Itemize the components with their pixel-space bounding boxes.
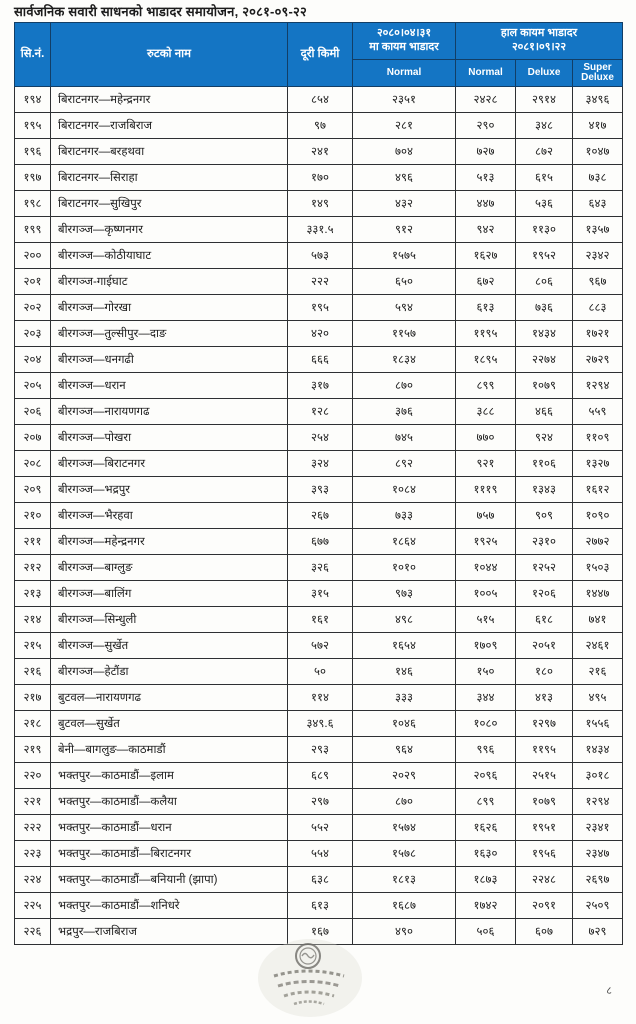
- col-header-old-fare: [353, 23, 456, 60]
- table-row: [15, 321, 623, 347]
- row-serial: १९८: [15, 191, 51, 217]
- row-super-deluxe-fare: १७२१: [573, 321, 623, 347]
- row-route-name: बीरगञ्ज—पोखरा: [51, 425, 288, 451]
- row-route-name: बीरगञ्ज-गाईघाट: [51, 269, 288, 295]
- row-route-name: बीरगञ्ज—कोठीयाघाट: [51, 243, 288, 269]
- row-serial: २१७: [15, 685, 51, 711]
- row-super-deluxe-fare: ४९५: [573, 685, 623, 711]
- row-deluxe-fare: २९१४: [516, 87, 573, 113]
- row-route-name: भक्तपुर—काठमाडौं—बिराटनगर: [51, 841, 288, 867]
- row-distance-km: ३१७: [288, 373, 353, 399]
- row-serial: २१३: [15, 581, 51, 607]
- row-deluxe-fare: २२४८: [516, 867, 573, 893]
- row-old-normal-fare: १५७८: [353, 841, 456, 867]
- row-old-normal-fare: ९७३: [353, 581, 456, 607]
- row-deluxe-fare: ७३६: [516, 295, 573, 321]
- row-old-normal-fare: ७४५: [353, 425, 456, 451]
- row-super-deluxe-fare: ७४१: [573, 607, 623, 633]
- row-distance-km: २४१: [288, 139, 353, 165]
- row-serial: २०४: [15, 347, 51, 373]
- row-distance-km: ३३१.५: [288, 217, 353, 243]
- row-old-normal-fare: ९६४: [353, 737, 456, 763]
- row-deluxe-fare: १८०: [516, 659, 573, 685]
- row-distance-km: ५७२: [288, 633, 353, 659]
- table-row: [15, 269, 623, 295]
- fare-table: [14, 22, 623, 945]
- row-new-normal-fare: ६७२: [456, 269, 516, 295]
- row-old-normal-fare: १८१३: [353, 867, 456, 893]
- row-new-normal-fare: ७५७: [456, 503, 516, 529]
- row-route-name: बिराटनगर—सिराहा: [51, 165, 288, 191]
- row-distance-km: ९७: [288, 113, 353, 139]
- row-new-normal-fare: ११९५: [456, 321, 516, 347]
- row-distance-km: १२८: [288, 399, 353, 425]
- row-deluxe-fare: १९५१: [516, 815, 573, 841]
- row-new-normal-fare: १०४४: [456, 555, 516, 581]
- row-super-deluxe-fare: १६१२: [573, 477, 623, 503]
- row-new-normal-fare: १६२६: [456, 815, 516, 841]
- row-super-deluxe-fare: १०९०: [573, 503, 623, 529]
- current-fare-date: २०८१।०९।२२: [511, 41, 567, 53]
- table-row: [15, 737, 623, 763]
- row-distance-km: ८५४: [288, 87, 353, 113]
- table-row: [15, 399, 623, 425]
- row-super-deluxe-fare: ११०९: [573, 425, 623, 451]
- row-deluxe-fare: १०७९: [516, 789, 573, 815]
- row-deluxe-fare: १४३४: [516, 321, 573, 347]
- row-super-deluxe-fare: १५०३: [573, 555, 623, 581]
- row-distance-km: ३४९.६: [288, 711, 353, 737]
- row-deluxe-fare: ११३०: [516, 217, 573, 243]
- row-route-name: बीरगञ्ज—तुल्सीपुर—दाङ: [51, 321, 288, 347]
- row-super-deluxe-fare: १४३४: [573, 737, 623, 763]
- table-row: [15, 503, 623, 529]
- col-header-serial: सि.नं.: [15, 23, 51, 87]
- row-distance-km: १६७: [288, 919, 353, 945]
- row-old-normal-fare: १६५४: [353, 633, 456, 659]
- table-row: [15, 113, 623, 139]
- row-super-deluxe-fare: २१६: [573, 659, 623, 685]
- row-serial: २२२: [15, 815, 51, 841]
- row-route-name: बीरगञ्ज—महेन्द्रनगर: [51, 529, 288, 555]
- table-row: [15, 295, 623, 321]
- row-route-name: बीरगञ्ज—धनगढी: [51, 347, 288, 373]
- row-old-normal-fare: १०४६: [353, 711, 456, 737]
- row-super-deluxe-fare: १२९४: [573, 373, 623, 399]
- row-super-deluxe-fare: २७७२: [573, 529, 623, 555]
- col-header-route: रुटको नाम: [51, 23, 288, 87]
- row-serial: २२०: [15, 763, 51, 789]
- row-old-normal-fare: ८७०: [353, 789, 456, 815]
- row-old-normal-fare: २८१: [353, 113, 456, 139]
- row-distance-km: १४९: [288, 191, 353, 217]
- row-super-deluxe-fare: १०४७: [573, 139, 623, 165]
- table-row: [15, 763, 623, 789]
- row-deluxe-fare: १२९७: [516, 711, 573, 737]
- row-new-normal-fare: १००५: [456, 581, 516, 607]
- row-distance-km: २५४: [288, 425, 353, 451]
- row-serial: १९४: [15, 87, 51, 113]
- row-new-normal-fare: १७४२: [456, 893, 516, 919]
- row-super-deluxe-fare: ५५९: [573, 399, 623, 425]
- row-distance-km: ३२६: [288, 555, 353, 581]
- row-serial: २१९: [15, 737, 51, 763]
- row-old-normal-fare: २३५१: [353, 87, 456, 113]
- old-fare-date: २०८०।०४।३१: [376, 27, 432, 40]
- row-super-deluxe-fare: २३४१: [573, 815, 623, 841]
- row-route-name: बीरगञ्ज—बालिंग: [51, 581, 288, 607]
- row-super-deluxe-fare: ७२९: [573, 919, 623, 945]
- table-row: [15, 451, 623, 477]
- row-serial: १९७: [15, 165, 51, 191]
- row-deluxe-fare: ११९५: [516, 737, 573, 763]
- row-old-normal-fare: ४३२: [353, 191, 456, 217]
- col-header-current-fare: [456, 23, 623, 60]
- row-distance-km: ६३८: [288, 867, 353, 893]
- row-new-normal-fare: १७०९: [456, 633, 516, 659]
- row-deluxe-fare: ९२४: [516, 425, 573, 451]
- row-new-normal-fare: १८९५: [456, 347, 516, 373]
- row-route-name: बीरगञ्ज—भैरहवा: [51, 503, 288, 529]
- row-route-name: बुटवल—नारायणगढ: [51, 685, 288, 711]
- row-super-deluxe-fare: ३४९६: [573, 87, 623, 113]
- row-old-normal-fare: ५९४: [353, 295, 456, 321]
- row-distance-km: ६७७: [288, 529, 353, 555]
- row-super-deluxe-fare: ८८३: [573, 295, 623, 321]
- row-super-deluxe-fare: १५५६: [573, 711, 623, 737]
- row-super-deluxe-fare: २३४७: [573, 841, 623, 867]
- subheader-new-normal: Normal: [456, 60, 516, 87]
- row-route-name: बीरगञ्ज—भद्रपुर: [51, 477, 288, 503]
- row-new-normal-fare: ८९९: [456, 373, 516, 399]
- row-deluxe-fare: २०९१: [516, 893, 573, 919]
- table-row: [15, 243, 623, 269]
- row-old-normal-fare: ७३३: [353, 503, 456, 529]
- row-deluxe-fare: ४६६: [516, 399, 573, 425]
- row-serial: २०९: [15, 477, 51, 503]
- row-deluxe-fare: १०७९: [516, 373, 573, 399]
- row-route-name: बीरगञ्ज—हेटौंडा: [51, 659, 288, 685]
- row-serial: २१०: [15, 503, 51, 529]
- row-super-deluxe-fare: २७२९: [573, 347, 623, 373]
- row-serial: २०६: [15, 399, 51, 425]
- row-distance-km: २२२: [288, 269, 353, 295]
- row-serial: १९६: [15, 139, 51, 165]
- row-deluxe-fare: १२०६: [516, 581, 573, 607]
- row-super-deluxe-fare: ७३८: [573, 165, 623, 191]
- table-row: [15, 477, 623, 503]
- row-new-normal-fare: ५१५: [456, 607, 516, 633]
- row-old-normal-fare: १८३४: [353, 347, 456, 373]
- table-row: [15, 867, 623, 893]
- row-new-normal-fare: ९२१: [456, 451, 516, 477]
- row-route-name: भद्रपुर—राजबिराज: [51, 919, 288, 945]
- row-super-deluxe-fare: २६९७: [573, 867, 623, 893]
- row-route-name: भक्तपुर—काठमाडौं—धरान: [51, 815, 288, 841]
- table-row: [15, 373, 623, 399]
- row-distance-km: ४२०: [288, 321, 353, 347]
- row-serial: २०१: [15, 269, 51, 295]
- row-old-normal-fare: ४९६: [353, 165, 456, 191]
- table-row: [15, 191, 623, 217]
- row-serial: २१२: [15, 555, 51, 581]
- row-old-normal-fare: ११५७: [353, 321, 456, 347]
- row-new-normal-fare: ४४७: [456, 191, 516, 217]
- row-distance-km: ६८९: [288, 763, 353, 789]
- row-distance-km: २९३: [288, 737, 353, 763]
- row-serial: २१५: [15, 633, 51, 659]
- row-new-normal-fare: ७७०: [456, 425, 516, 451]
- row-route-name: बीरगञ्ज—गोरखा: [51, 295, 288, 321]
- table-row: [15, 685, 623, 711]
- row-distance-km: ६१३: [288, 893, 353, 919]
- row-old-normal-fare: २०२९: [353, 763, 456, 789]
- row-super-deluxe-fare: ३०१८: [573, 763, 623, 789]
- row-route-name: बेनी—बागलुङ—काठमाडौं: [51, 737, 288, 763]
- row-route-name: बीरगञ्ज—सिन्धुली: [51, 607, 288, 633]
- table-row: [15, 893, 623, 919]
- row-route-name: भक्तपुर—काठमाडौं—बनियानी (झापा): [51, 867, 288, 893]
- table-row: [15, 347, 623, 373]
- row-route-name: बिराटनगर—राजबिराज: [51, 113, 288, 139]
- row-new-normal-fare: ९४२: [456, 217, 516, 243]
- row-serial: २२४: [15, 867, 51, 893]
- row-distance-km: १९५: [288, 295, 353, 321]
- table-row: [15, 87, 623, 113]
- row-deluxe-fare: ५३६: [516, 191, 573, 217]
- row-deluxe-fare: ३४८: [516, 113, 573, 139]
- row-distance-km: २९७: [288, 789, 353, 815]
- fare-table-body: [15, 87, 623, 945]
- row-deluxe-fare: २५१५: [516, 763, 573, 789]
- table-row: [15, 581, 623, 607]
- table-row: [15, 217, 623, 243]
- table-row: [15, 633, 623, 659]
- row-old-normal-fare: १५७४: [353, 815, 456, 841]
- row-deluxe-fare: ६०७: [516, 919, 573, 945]
- row-super-deluxe-fare: १४४७: [573, 581, 623, 607]
- row-distance-km: २६७: [288, 503, 353, 529]
- current-fare-caption: हाल कायम भाडादर: [500, 27, 578, 40]
- row-serial: २२६: [15, 919, 51, 945]
- row-old-normal-fare: १०८४: [353, 477, 456, 503]
- row-deluxe-fare: २२७४: [516, 347, 573, 373]
- row-distance-km: ११४: [288, 685, 353, 711]
- row-serial: २२५: [15, 893, 51, 919]
- row-old-normal-fare: ३३३: [353, 685, 456, 711]
- row-distance-km: ६६६: [288, 347, 353, 373]
- row-super-deluxe-fare: १३५७: [573, 217, 623, 243]
- col-header-distance: दूरी किमी: [288, 23, 353, 87]
- table-row: [15, 139, 623, 165]
- page-title: सार्वजनिक सवारी साधनको भाडादर समायोजन, २०८१-०९-२२: [14, 4, 307, 19]
- row-deluxe-fare: ९०९: [516, 503, 573, 529]
- row-super-deluxe-fare: २४६१: [573, 633, 623, 659]
- table-row: [15, 529, 623, 555]
- row-serial: २०३: [15, 321, 51, 347]
- row-new-normal-fare: ५०६: [456, 919, 516, 945]
- row-deluxe-fare: २३१०: [516, 529, 573, 555]
- row-old-normal-fare: ९१२: [353, 217, 456, 243]
- row-deluxe-fare: ४१३: [516, 685, 573, 711]
- table-row: [15, 425, 623, 451]
- table-row: [15, 815, 623, 841]
- table-row: [15, 607, 623, 633]
- row-new-normal-fare: १९२५: [456, 529, 516, 555]
- table-row: [15, 555, 623, 581]
- row-new-normal-fare: २४२८: [456, 87, 516, 113]
- row-route-name: भक्तपुर—काठमाडौं—शनिधरे: [51, 893, 288, 919]
- row-route-name: बिराटनगर—महेन्द्रनगर: [51, 87, 288, 113]
- row-super-deluxe-fare: १२९४: [573, 789, 623, 815]
- row-distance-km: ५५४: [288, 841, 353, 867]
- row-new-normal-fare: ८९९: [456, 789, 516, 815]
- row-super-deluxe-fare: २३४२: [573, 243, 623, 269]
- row-deluxe-fare: ११०६: [516, 451, 573, 477]
- row-route-name: भक्तपुर—काठमाडौं—इलाम: [51, 763, 288, 789]
- row-old-normal-fare: ४९०: [353, 919, 456, 945]
- row-old-normal-fare: १८६४: [353, 529, 456, 555]
- row-serial: २०८: [15, 451, 51, 477]
- row-deluxe-fare: १२५२: [516, 555, 573, 581]
- row-route-name: बीरगञ्ज—कृष्णनगर: [51, 217, 288, 243]
- row-new-normal-fare: १८७३: [456, 867, 516, 893]
- row-route-name: भक्तपुर—काठमाडौं—कलैया: [51, 789, 288, 815]
- subheader-super-deluxe: Super Deluxe: [573, 60, 623, 87]
- row-old-normal-fare: ३७६: [353, 399, 456, 425]
- table-row: [15, 165, 623, 191]
- row-old-normal-fare: ८९२: [353, 451, 456, 477]
- row-new-normal-fare: ५१३: [456, 165, 516, 191]
- row-old-normal-fare: ७०४: [353, 139, 456, 165]
- row-serial: २२३: [15, 841, 51, 867]
- table-row: [15, 659, 623, 685]
- row-route-name: बीरगञ्ज—बिराटनगर: [51, 451, 288, 477]
- row-serial: २२१: [15, 789, 51, 815]
- row-deluxe-fare: ६१८: [516, 607, 573, 633]
- row-serial: २१८: [15, 711, 51, 737]
- row-distance-km: ५०: [288, 659, 353, 685]
- row-serial: २१४: [15, 607, 51, 633]
- row-deluxe-fare: ६१५: [516, 165, 573, 191]
- row-route-name: बीरगञ्ज—धरान: [51, 373, 288, 399]
- row-distance-km: ३१५: [288, 581, 353, 607]
- row-new-normal-fare: १११९: [456, 477, 516, 503]
- page-number: ८: [606, 985, 612, 997]
- table-row: [15, 789, 623, 815]
- row-distance-km: ३९३: [288, 477, 353, 503]
- row-new-normal-fare: ३८८: [456, 399, 516, 425]
- row-new-normal-fare: ७२७: [456, 139, 516, 165]
- row-deluxe-fare: ८०६: [516, 269, 573, 295]
- row-super-deluxe-fare: ६४३: [573, 191, 623, 217]
- row-new-normal-fare: २०९६: [456, 763, 516, 789]
- row-super-deluxe-fare: १३२७: [573, 451, 623, 477]
- row-super-deluxe-fare: ९६७: [573, 269, 623, 295]
- subheader-deluxe: Deluxe: [516, 60, 573, 87]
- row-deluxe-fare: ८७२: [516, 139, 573, 165]
- row-distance-km: ५५२: [288, 815, 353, 841]
- row-super-deluxe-fare: ४१७: [573, 113, 623, 139]
- row-route-name: बीरगञ्ज—बाग्लुङ: [51, 555, 288, 581]
- row-route-name: बुटवल—सुर्खेत: [51, 711, 288, 737]
- row-deluxe-fare: १३४३: [516, 477, 573, 503]
- official-seal-stamp: [256, 938, 366, 1020]
- row-distance-km: १७०: [288, 165, 353, 191]
- table-row: [15, 841, 623, 867]
- row-distance-km: ३२४: [288, 451, 353, 477]
- row-super-deluxe-fare: २५०९: [573, 893, 623, 919]
- row-route-name: बीरगञ्ज—सुर्खेत: [51, 633, 288, 659]
- row-old-normal-fare: १५७५: [353, 243, 456, 269]
- row-new-normal-fare: २९०: [456, 113, 516, 139]
- fare-table-header: [15, 23, 623, 87]
- row-new-normal-fare: ६१३: [456, 295, 516, 321]
- row-deluxe-fare: १९५२: [516, 243, 573, 269]
- row-new-normal-fare: ३४४: [456, 685, 516, 711]
- row-deluxe-fare: २०५१: [516, 633, 573, 659]
- row-serial: २०७: [15, 425, 51, 451]
- row-serial: २००: [15, 243, 51, 269]
- subheader-old-normal: Normal: [353, 60, 456, 87]
- row-serial: १९९: [15, 217, 51, 243]
- row-old-normal-fare: १६८७: [353, 893, 456, 919]
- row-serial: २०५: [15, 373, 51, 399]
- row-deluxe-fare: १९५६: [516, 841, 573, 867]
- row-serial: १९५: [15, 113, 51, 139]
- row-old-normal-fare: ८७०: [353, 373, 456, 399]
- row-new-normal-fare: ९९६: [456, 737, 516, 763]
- row-distance-km: १६१: [288, 607, 353, 633]
- row-serial: २११: [15, 529, 51, 555]
- old-fare-caption: मा कायम भाडादर: [369, 41, 439, 53]
- row-route-name: बिराटनगर—बरहथवा: [51, 139, 288, 165]
- row-old-normal-fare: १४६: [353, 659, 456, 685]
- row-new-normal-fare: १६२७: [456, 243, 516, 269]
- row-route-name: बीरगञ्ज—नारायणगढ: [51, 399, 288, 425]
- row-old-normal-fare: ४९८: [353, 607, 456, 633]
- table-row: [15, 711, 623, 737]
- row-route-name: बिराटनगर—सुखिपुर: [51, 191, 288, 217]
- row-new-normal-fare: १०८०: [456, 711, 516, 737]
- row-old-normal-fare: ६५०: [353, 269, 456, 295]
- row-new-normal-fare: १५०: [456, 659, 516, 685]
- row-old-normal-fare: १०१०: [353, 555, 456, 581]
- row-serial: २०२: [15, 295, 51, 321]
- row-distance-km: ५७३: [288, 243, 353, 269]
- row-new-normal-fare: १६३०: [456, 841, 516, 867]
- row-serial: २१६: [15, 659, 51, 685]
